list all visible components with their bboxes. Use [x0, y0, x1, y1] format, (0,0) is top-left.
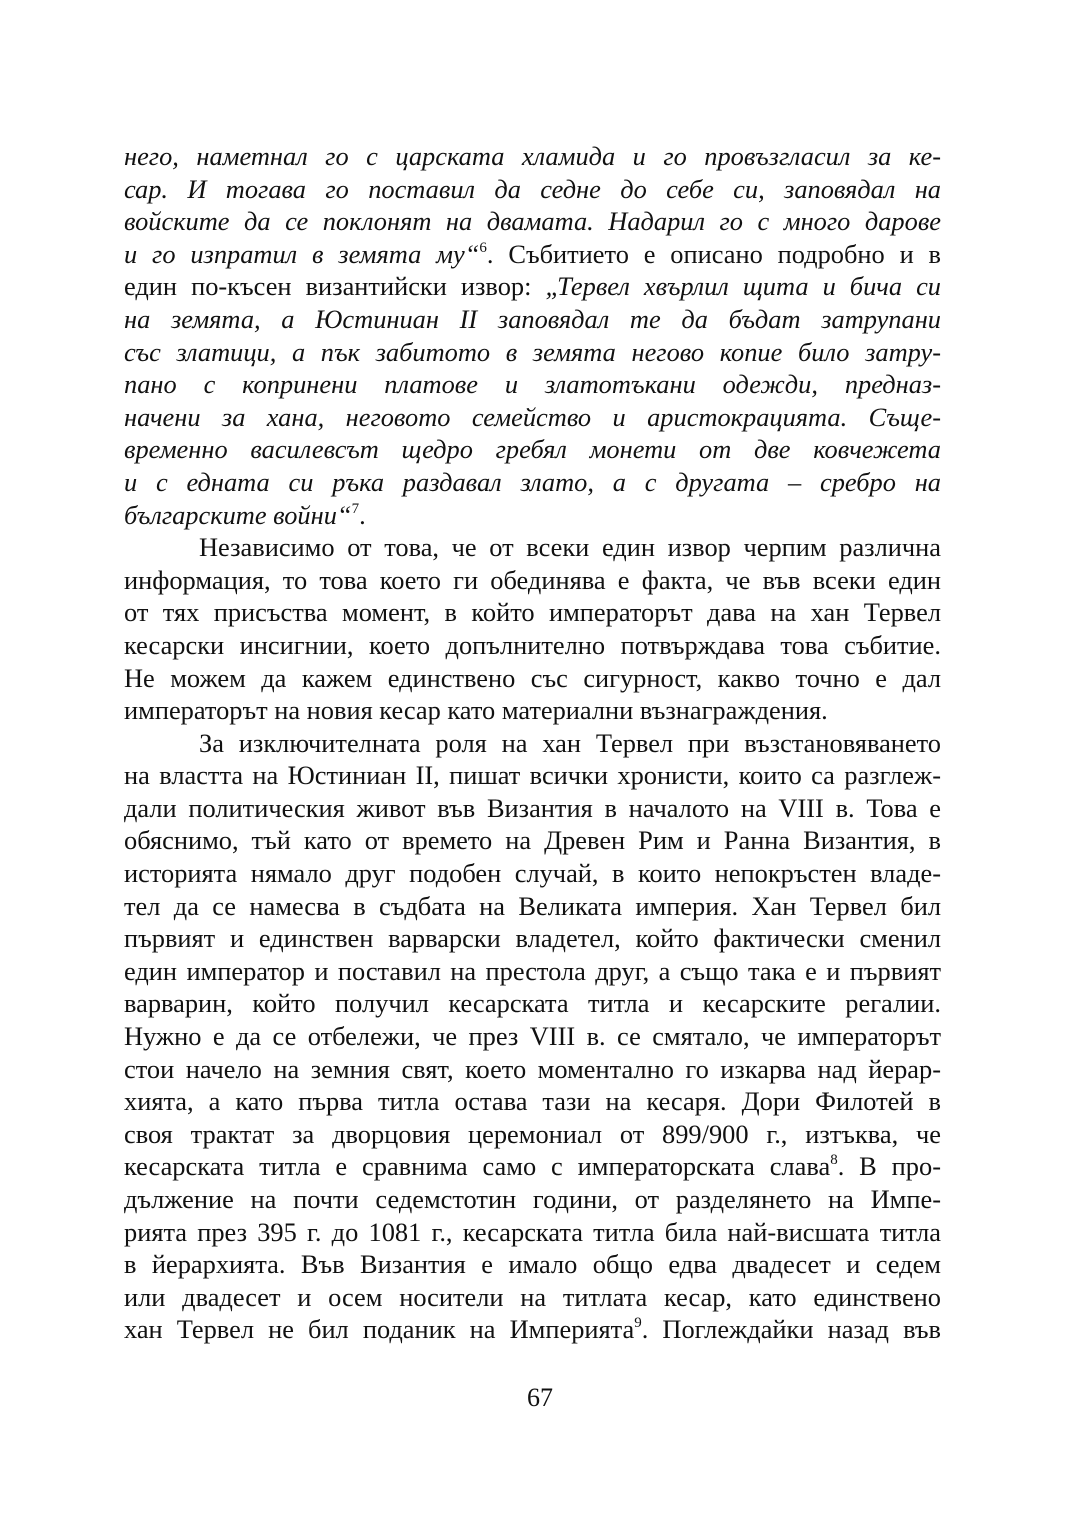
footnote-marker: 7 — [351, 500, 360, 517]
text-segment: временно василевсът щедро гребял монети от две ковчежета — [124, 434, 941, 465]
text-line — [124, 922, 941, 955]
text-segment: Нужно е да се отбележи, че през VIII в. се смятало, че императорът — [124, 1021, 941, 1052]
text-line — [124, 531, 941, 564]
text-line — [124, 270, 941, 303]
text-line — [124, 466, 941, 499]
footnote-marker: 6 — [479, 239, 487, 256]
text-line — [124, 1053, 941, 1086]
text-segment: българските войни“ — [124, 499, 352, 530]
text-line — [124, 1118, 941, 1151]
text-segment: . — [359, 499, 366, 530]
text-segment: . В про- — [837, 1151, 941, 1182]
text-line — [124, 368, 941, 401]
text-line — [124, 694, 941, 727]
text-segment: императорът на новия кесар като материални възнаграждения. — [124, 695, 828, 726]
text-segment: на земята, а Юстиниан II заповядал те да бъдат затрупани — [124, 303, 941, 334]
page-number: 67 — [527, 1383, 553, 1412]
text-segment: рията през 395 г. до 1081 г., кесарската титла била най-висшата титла — [124, 1216, 941, 1247]
text-line — [124, 205, 941, 238]
text-line — [124, 401, 941, 434]
text-segment: хията, а като първа титла остава тази на кесаря. Дори Филотей в — [124, 1086, 941, 1117]
text-line — [124, 1085, 941, 1118]
text-line — [124, 238, 941, 271]
text-line — [124, 1150, 941, 1183]
text-segment: от тях присъства момент, в който императорът дава на хан Тервел — [124, 597, 941, 628]
text-line — [124, 1313, 941, 1346]
text-line — [124, 596, 941, 629]
text-segment: войските да се поклонят на двамата. Надарил го с много дарове — [124, 206, 941, 237]
text-line — [124, 662, 941, 695]
text-segment: на властта на Юстиниан II, пишат всички хронисти, които са разглеж- — [124, 760, 941, 791]
text-line — [124, 857, 941, 890]
text-segment: със златици, а пък забитото в земята негово копие било затру- — [124, 336, 941, 367]
text-segment: един император и поставил на престола друг, а също така е и първият — [124, 955, 941, 986]
text-segment: информация, то това което ги обединява е факта, че във всеки един — [124, 564, 941, 595]
text-segment: него, наметнал го с царската хламида и го провъзгласил за ке- — [124, 141, 941, 171]
text-segment: тел да се намесва в съдбата на Великата империя. Хан Тервел бил — [124, 890, 941, 921]
text-segment: начени за хана, неговото семейство и аристокрацията. Съще- — [124, 401, 941, 432]
text-line — [124, 1183, 941, 1216]
text-line — [124, 499, 941, 532]
text-line — [124, 1020, 941, 1053]
text-segment: За изключителната роля на хан Тервел при възстановяването — [199, 727, 941, 758]
text-segment: варварин, който получил кесарската титла и кесарските регалии. — [124, 988, 941, 1019]
text-segment: „Тервел хвърлил щита и бича си — [545, 271, 941, 302]
text-line — [124, 140, 941, 173]
text-line — [124, 824, 941, 857]
text-line — [124, 1248, 941, 1281]
text-segment: в йерархията. Във Византия е имало общо едва двадесет и седем — [124, 1249, 941, 1280]
text-segment: или двадесет и осем носители на титлата кесар, като единствено — [124, 1281, 941, 1312]
text-segment: хан Тервел не бил поданик на Империята — [124, 1314, 635, 1345]
text-segment: стои начело на земния свят, което моментално го изкарва над йерар- — [124, 1053, 941, 1084]
text-segment: сар. И тогава го поставил да седне до себе си, заповядал на — [124, 173, 941, 204]
text-segment: и с едната си ръка раздавал злато, а с другата – сребро на — [124, 466, 941, 497]
text-segment: своя трактат за дворцовия церемониал от 899/900 г., изтъква, че — [124, 1118, 941, 1149]
text-line — [124, 727, 941, 760]
text-segment: първият и единствен варварски владетел, който фактически сменил — [124, 923, 941, 954]
text-segment: и го изпратил в земята му“ — [124, 238, 480, 269]
page-body — [124, 140, 941, 1346]
text-segment: един по-късен византийски извор: — [124, 271, 546, 302]
text-segment: кесарски инсигнии, което допълнително потвърждава това събитие. — [124, 629, 941, 660]
text-line — [124, 336, 941, 369]
text-line — [124, 303, 941, 336]
text-line — [124, 955, 941, 988]
text-line — [124, 792, 941, 825]
text-segment: . Поглеждайки назад във — [641, 1314, 941, 1345]
text-segment: пано с копринени платове и златотъкани одежди, предназ- — [124, 369, 941, 400]
text-line — [124, 759, 941, 792]
text-line — [124, 173, 941, 206]
text-segment: обяснимо, тъй като от времето на Древен Рим и Ранна Византия, в — [124, 825, 941, 856]
text-line — [124, 1281, 941, 1314]
text-segment: дали политическия живот във Византия в началото на VIII в. Това е — [124, 792, 941, 823]
text-line — [124, 890, 941, 923]
text-segment: Независимо от това, че от всеки един извор черпим различна — [199, 532, 941, 563]
text-segment: дължение на почти седемстотин години, от разделянето на Импе- — [124, 1184, 941, 1214]
text-line — [124, 564, 941, 597]
footnote-marker: 8 — [830, 1152, 838, 1169]
text-line — [124, 987, 941, 1020]
footnote-marker: 9 — [634, 1315, 642, 1332]
text-line — [124, 433, 941, 466]
text-segment: кесарската титла е сравнима само с императорската слава — [124, 1151, 831, 1182]
text-line — [124, 1216, 941, 1249]
text-segment: . Събитието е описано подробно и в — [486, 238, 941, 269]
text-line — [124, 629, 941, 662]
text-segment: Не можем да кажем единствено със сигурност, какво точно е дал — [124, 662, 941, 693]
text-segment: историята нямало друг подобен случай, в които непокръстен владе- — [124, 858, 941, 889]
